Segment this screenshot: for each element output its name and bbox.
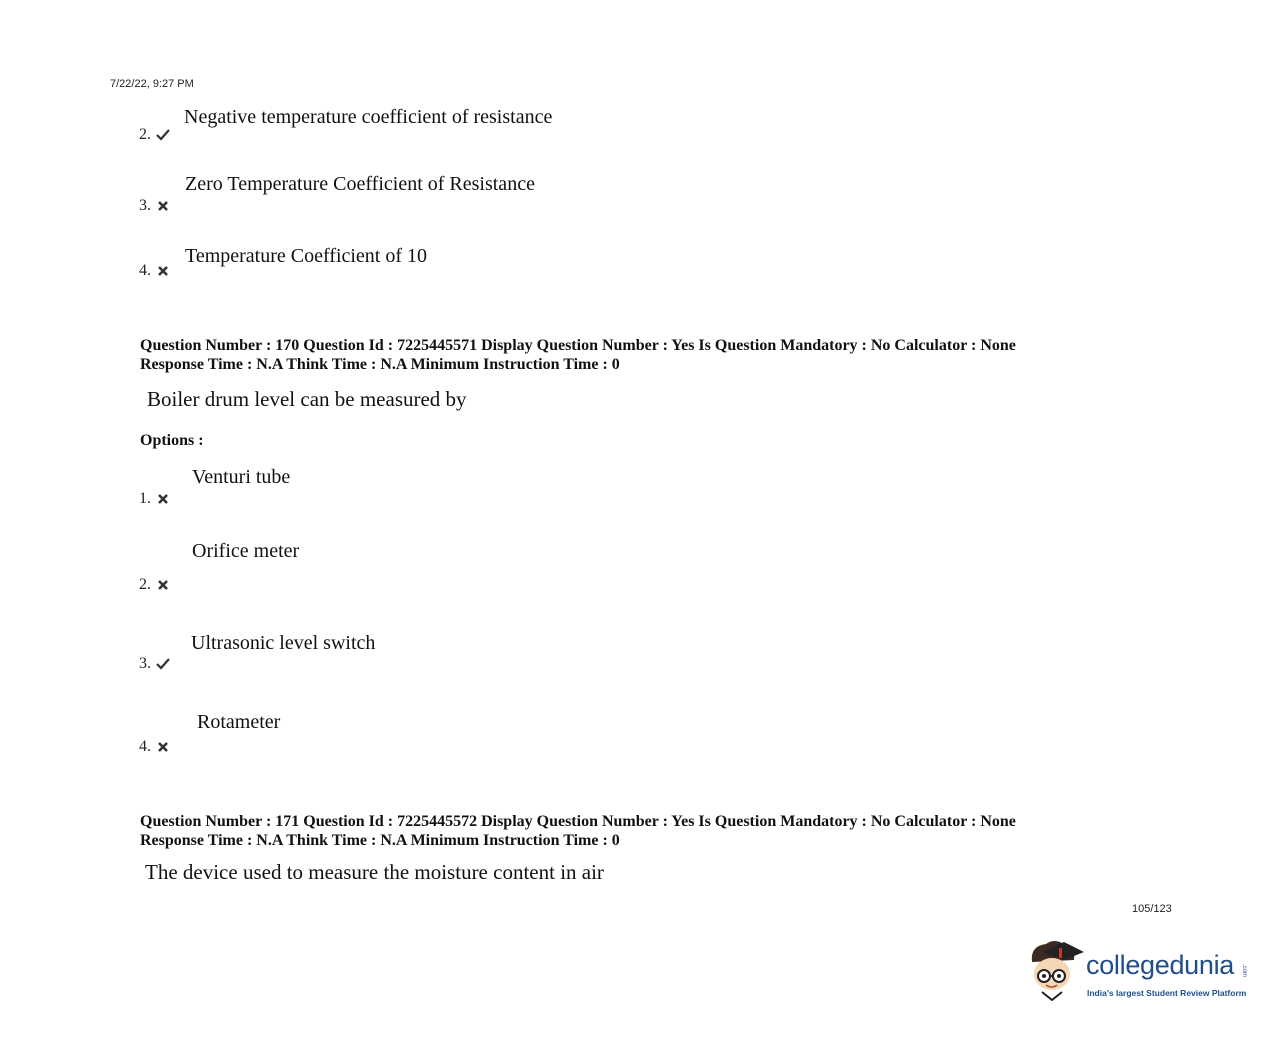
- page-number: 105/123: [1132, 903, 1172, 915]
- option-number: 4.: [139, 262, 171, 280]
- cross-icon: [155, 578, 171, 592]
- option-text: Ultrasonic level switch: [191, 632, 376, 654]
- question-text: The device used to measure the moisture content in air: [145, 860, 604, 884]
- option-text: Venturi tube: [192, 466, 291, 488]
- question-text: Boiler drum level can be measured by: [147, 387, 467, 411]
- option-text: Temperature Coefficient of 10: [185, 245, 428, 267]
- option-text: Negative temperature coefficient of resistance: [184, 106, 553, 128]
- check-icon: [155, 657, 171, 671]
- option-number: 3.: [139, 197, 171, 215]
- cross-icon: [155, 264, 171, 278]
- option-number: 4.: [139, 738, 171, 756]
- logo-tagline: India's largest Student Review Platform: [1087, 988, 1247, 998]
- logo-wordmark: collegedunia: [1086, 950, 1235, 980]
- logo-domain-suffix: .com: [1241, 964, 1247, 978]
- option-text: Rotameter: [197, 711, 281, 733]
- check-icon: [155, 128, 171, 142]
- cross-icon: [155, 740, 171, 754]
- mascot-logo-icon: [1024, 938, 1086, 1008]
- options-label: Options :: [140, 432, 204, 449]
- option-number: 2.: [139, 576, 171, 594]
- option-text: Orifice meter: [192, 540, 300, 562]
- question-meta: Question Number : 170 Question Id : 7225445571 Display Question Number : Yes Is Question Mandatory : No Calculator : None Response Time : N.A Think Time : N.A Minimum Instruction Time : 0: [140, 337, 1016, 373]
- option-number: 1.: [139, 490, 171, 508]
- cross-icon: [155, 492, 171, 506]
- option-text: Zero Temperature Coefficient of Resistance: [185, 173, 535, 195]
- cross-icon: [155, 199, 171, 213]
- option-number: 2.: [139, 126, 171, 144]
- question-meta: Question Number : 171 Question Id : 7225445572 Display Question Number : Yes Is Question Mandatory : No Calculator : None Response Time : N.A Think Time : N.A Minimum Instruction Time : 0: [140, 813, 1016, 849]
- print-timestamp: 7/22/22, 9:27 PM: [110, 78, 194, 90]
- option-number: 3.: [139, 655, 171, 673]
